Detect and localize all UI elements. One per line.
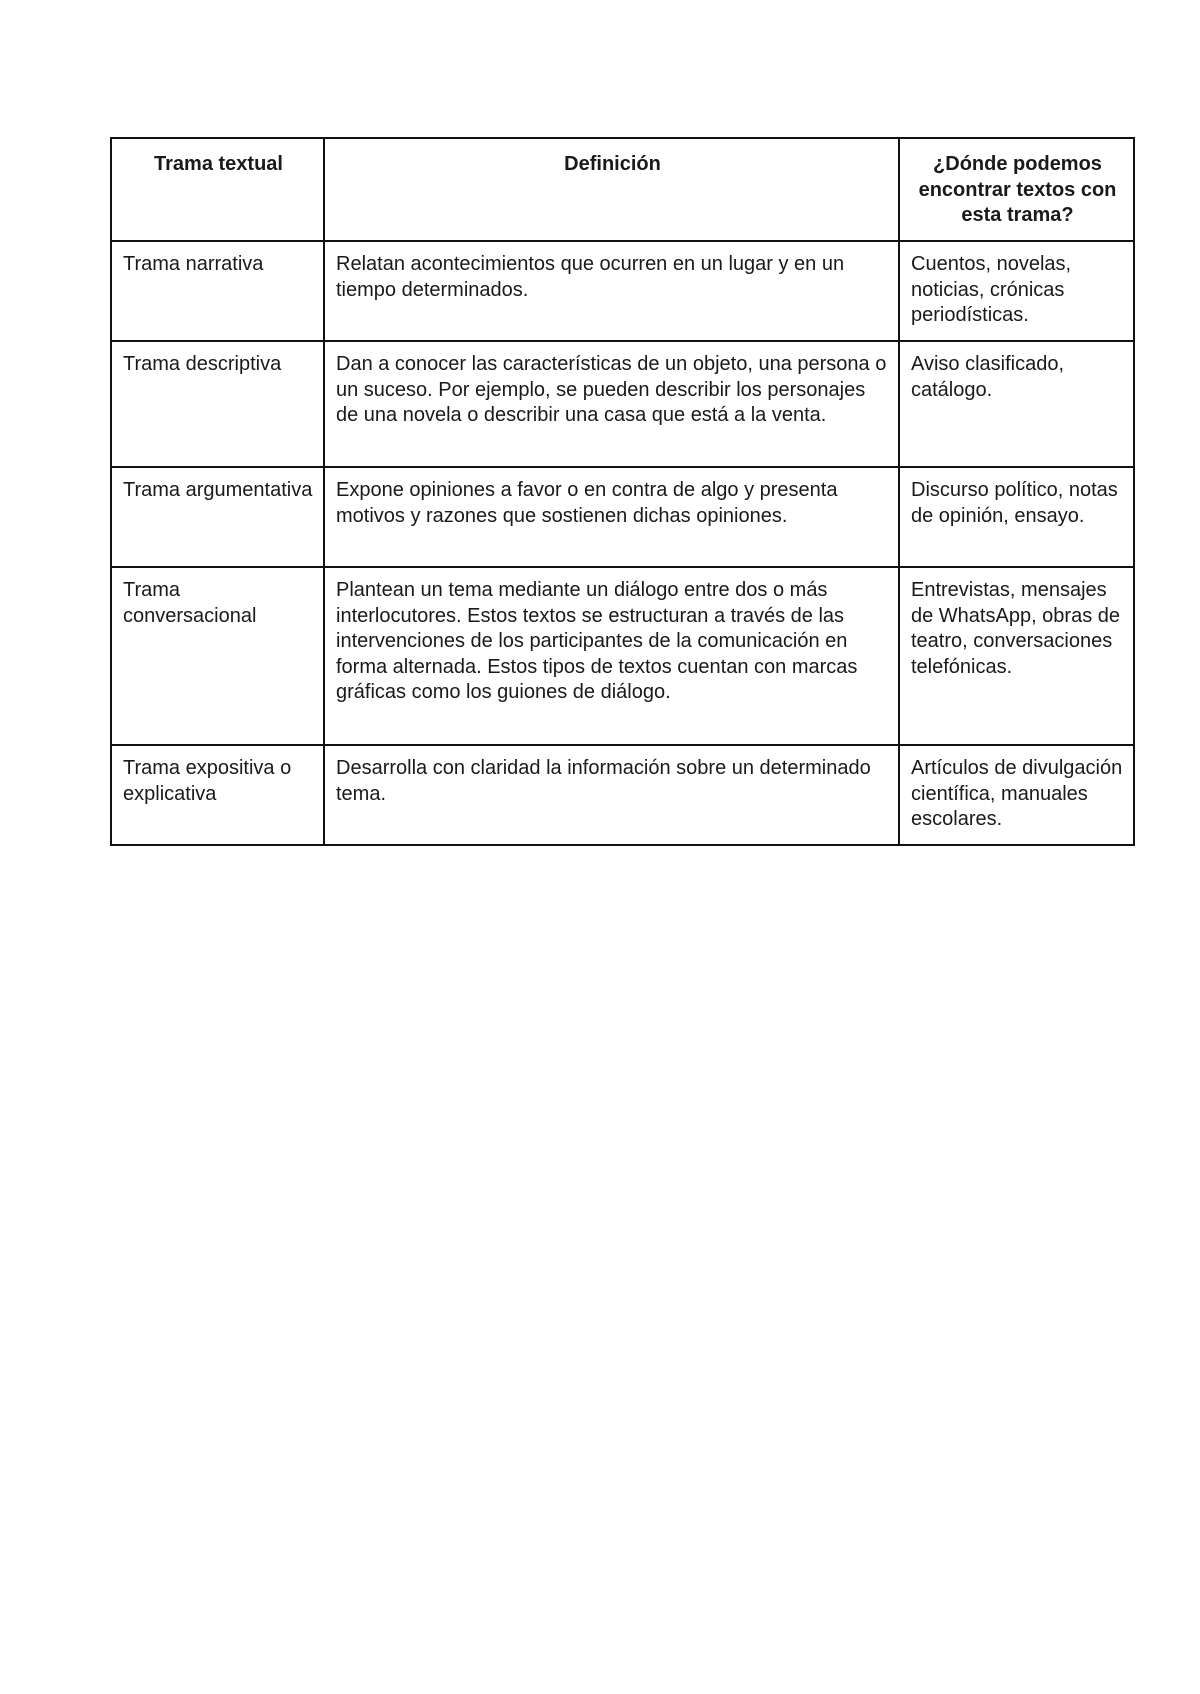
cell-donde: Entrevistas, mensajes de WhatsApp, obras de teatro, conversaciones telefónicas.: [899, 567, 1134, 745]
cell-donde: Artículos de divulgación científica, manuales escolares.: [899, 745, 1134, 845]
cell-donde: Aviso clasificado, catálogo.: [899, 341, 1134, 467]
cell-trama: Trama conversacional: [111, 567, 324, 745]
header-definicion: Definición: [324, 138, 899, 241]
header-donde-encontrar: ¿Dónde podemos encontrar textos con esta trama?: [899, 138, 1134, 241]
cell-trama: Trama descriptiva: [111, 341, 324, 467]
header-trama-textual: Trama textual: [111, 138, 324, 241]
cell-definicion: Expone opiniones a favor o en contra de algo y presenta motivos y razones que sostienen dichas opiniones.: [324, 467, 899, 567]
table-row: [111, 745, 1134, 845]
table-row: [111, 467, 1134, 567]
cell-trama: Trama expositiva o explicativa: [111, 745, 324, 845]
cell-donde: Discurso político, notas de opinión, ensayo.: [899, 467, 1134, 567]
table-row: [111, 341, 1134, 467]
table-row: [111, 567, 1134, 745]
cell-definicion: Relatan acontecimientos que ocurren en un lugar y en un tiempo determinados.: [324, 241, 899, 341]
cell-definicion: Dan a conocer las características de un objeto, una persona o un suceso. Por ejemplo, se pueden describir los personajes de una novela o describir una casa que está a la venta.: [324, 341, 899, 467]
table-header-row: [111, 138, 1134, 241]
cell-trama: Trama argumentativa: [111, 467, 324, 567]
cell-definicion: Desarrolla con claridad la información sobre un determinado tema.: [324, 745, 899, 845]
trama-table: [110, 137, 1135, 846]
cell-donde: Cuentos, novelas, noticias, crónicas periodísticas.: [899, 241, 1134, 341]
cell-trama: Trama narrativa: [111, 241, 324, 341]
cell-definicion: Plantean un tema mediante un diálogo entre dos o más interlocutores. Estos textos se estructuran a través de las intervenciones de los participantes de la comunicación en forma alternada. Estos tipos de textos cuentan con marcas gráficas como los guiones de diálogo.: [324, 567, 899, 745]
table-row: [111, 241, 1134, 341]
